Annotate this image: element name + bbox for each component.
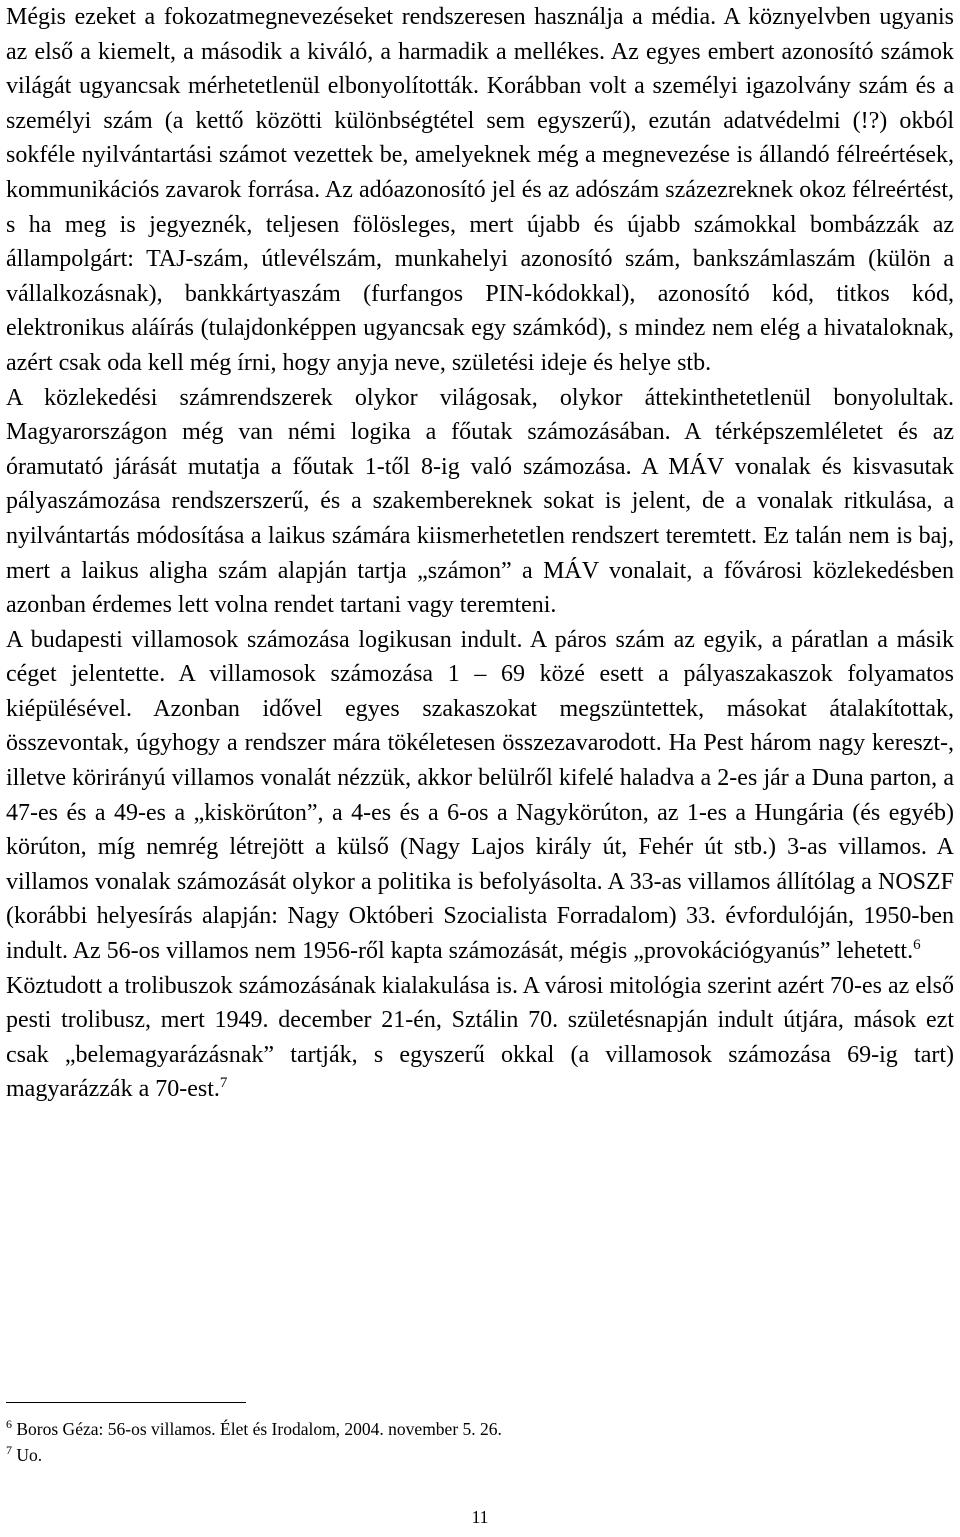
footnote-ref-7[interactable]: 7	[219, 1075, 228, 1092]
footnote-ref-6[interactable]: 6	[913, 937, 921, 954]
paragraph-text: Köztudott a trolibuszok számozásának kialakulása is. A városi mitológia szerint azért 70-es az első pesti trolibusz, mert 1949. december 21-én, Sztálin 70. születésnapján indult útjára, mások ezt csak „belemagyarázásnak” tartják, s egyszerű okkal (a villamosok számozása 69-ig tart) magyarázzák a 70-est.	[6, 972, 954, 1103]
paragraph-1	[6, 0, 954, 381]
paragraph-4	[6, 969, 954, 1107]
footnote-number: 7	[6, 1443, 12, 1457]
body-text	[6, 0, 954, 1107]
page-number: 11	[471, 1507, 489, 1527]
paragraph-text: A közlekedési számrendszerek olykor világosak, olykor áttekinthetetlenül bonyolultak. Magyarországon még van némi logika a főutak számozásában. A térképszemléletet és az óramutató járását mutatja a főutak 1-től 8-ig való számozása. A MÁV vonalak és kisvasutak pályaszámozása rendszerszerű, és a szakembereknek sokat is jelent, de a vonalak ritkulása, a nyilvántartás módosítása a laikus számára kiismerhetetlen rendszert teremtett. Ez talán nem is baj, mert a laikus aligha szám alapján tartja „számon” a MÁV vonalait, a fővárosi közlekedésben azonban érdemes lett volna rendet tartani vagy teremteni.	[6, 384, 954, 619]
paragraph-3	[6, 623, 954, 969]
paragraph-text: Mégis ezeket a fokozatmegnevezéseket rendszeresen használja a média. A köznyelvben ugyanis az első a kiemelt, a második a kiváló, a harmadik a mellékes. Az egyes embert azonosító számok világát ugyancsak mérhetetlenül elbonyolították. Korábban volt a személyi igazolvány szám és a személyi szám (a kettő közötti különbségtétel sem egyszerű), ezután adatvédelmi (!?) okból sokféle nyilvántartási számot vezettek be, amelyeknek még a megnevezése is állandó félreértések, kommunikációs zavarok forrása. Az adóazonosító jel és az adószám százezreknek okoz félreértést, s ha meg is jegyeznék, teljesen fölösleges, mert újabb és újabb számokkal bombázzák az állampolgárt: TAJ-szám, útlevélszám, munkahelyi azonosító szám, bankszámlaszám (külön a vállalkozásnak), bankkártyaszám (furfangos PIN-kódokkal), azonosító kód, titkos kód, elektronikus aláírás (tulajdonképpen ugyancsak egy számkód), s mindez nem elég a hivataloknak, azért csak oda kell még írni, hogy anyja neve, születési ideje és helye stb.	[6, 4, 954, 376]
footnote-text: Boros Géza: 56-os villamos. Élet és Irodalom, 2004. november 5. 26.	[16, 1419, 502, 1439]
footnote-number: 6	[6, 1417, 12, 1431]
footnote-7	[6, 1442, 954, 1468]
document-page	[6, 0, 954, 1107]
paragraph-2	[6, 381, 954, 623]
footnotes	[6, 1416, 954, 1468]
paragraph-text: A budapesti villamosok számozása logikusan indult. A páros szám az egyik, a páratlan a másik céget jelentette. A villamosok számozása 1 – 69 közé esett a pályaszakaszok folyamatos kiépülésével. Azonban idővel egyes szakaszokat megszüntettek, másokat átalakítottak, összevontak, úgyhogy a rendszer mára tökéletesen összezavarodott. Ha Pest három nagy kereszt-, illetve körirányú villamos vonalát nézzük, akkor belülről kifelé haladva a 2-es jár a Duna parton, a 47-es és a 49-es a „kiskörúton”, a 4-es és a 6-os a Nagykörúton, az 1-es a Hungária (és egyéb) körúton, míg nemrég létrejött a külső (Nagy Lajos király út, Fehér út stb.) 3-as villamos. A villamos vonalak számozását olykor a politika is befolyásolta. A 33-as villamos állítólag a NOSZF (korábbi helyesírás alapján: Nagy Októberi Szocialista Forradalom) 33. évfordulóján, 1950-ben indult. Az 56-os villamos nem 1956-ről kapta számozását, mégis „provokációgyanús” lehetett.	[6, 626, 954, 965]
footnote-divider	[6, 1402, 246, 1403]
footnote-text: Uo.	[16, 1445, 43, 1465]
footnote-6	[6, 1416, 954, 1442]
